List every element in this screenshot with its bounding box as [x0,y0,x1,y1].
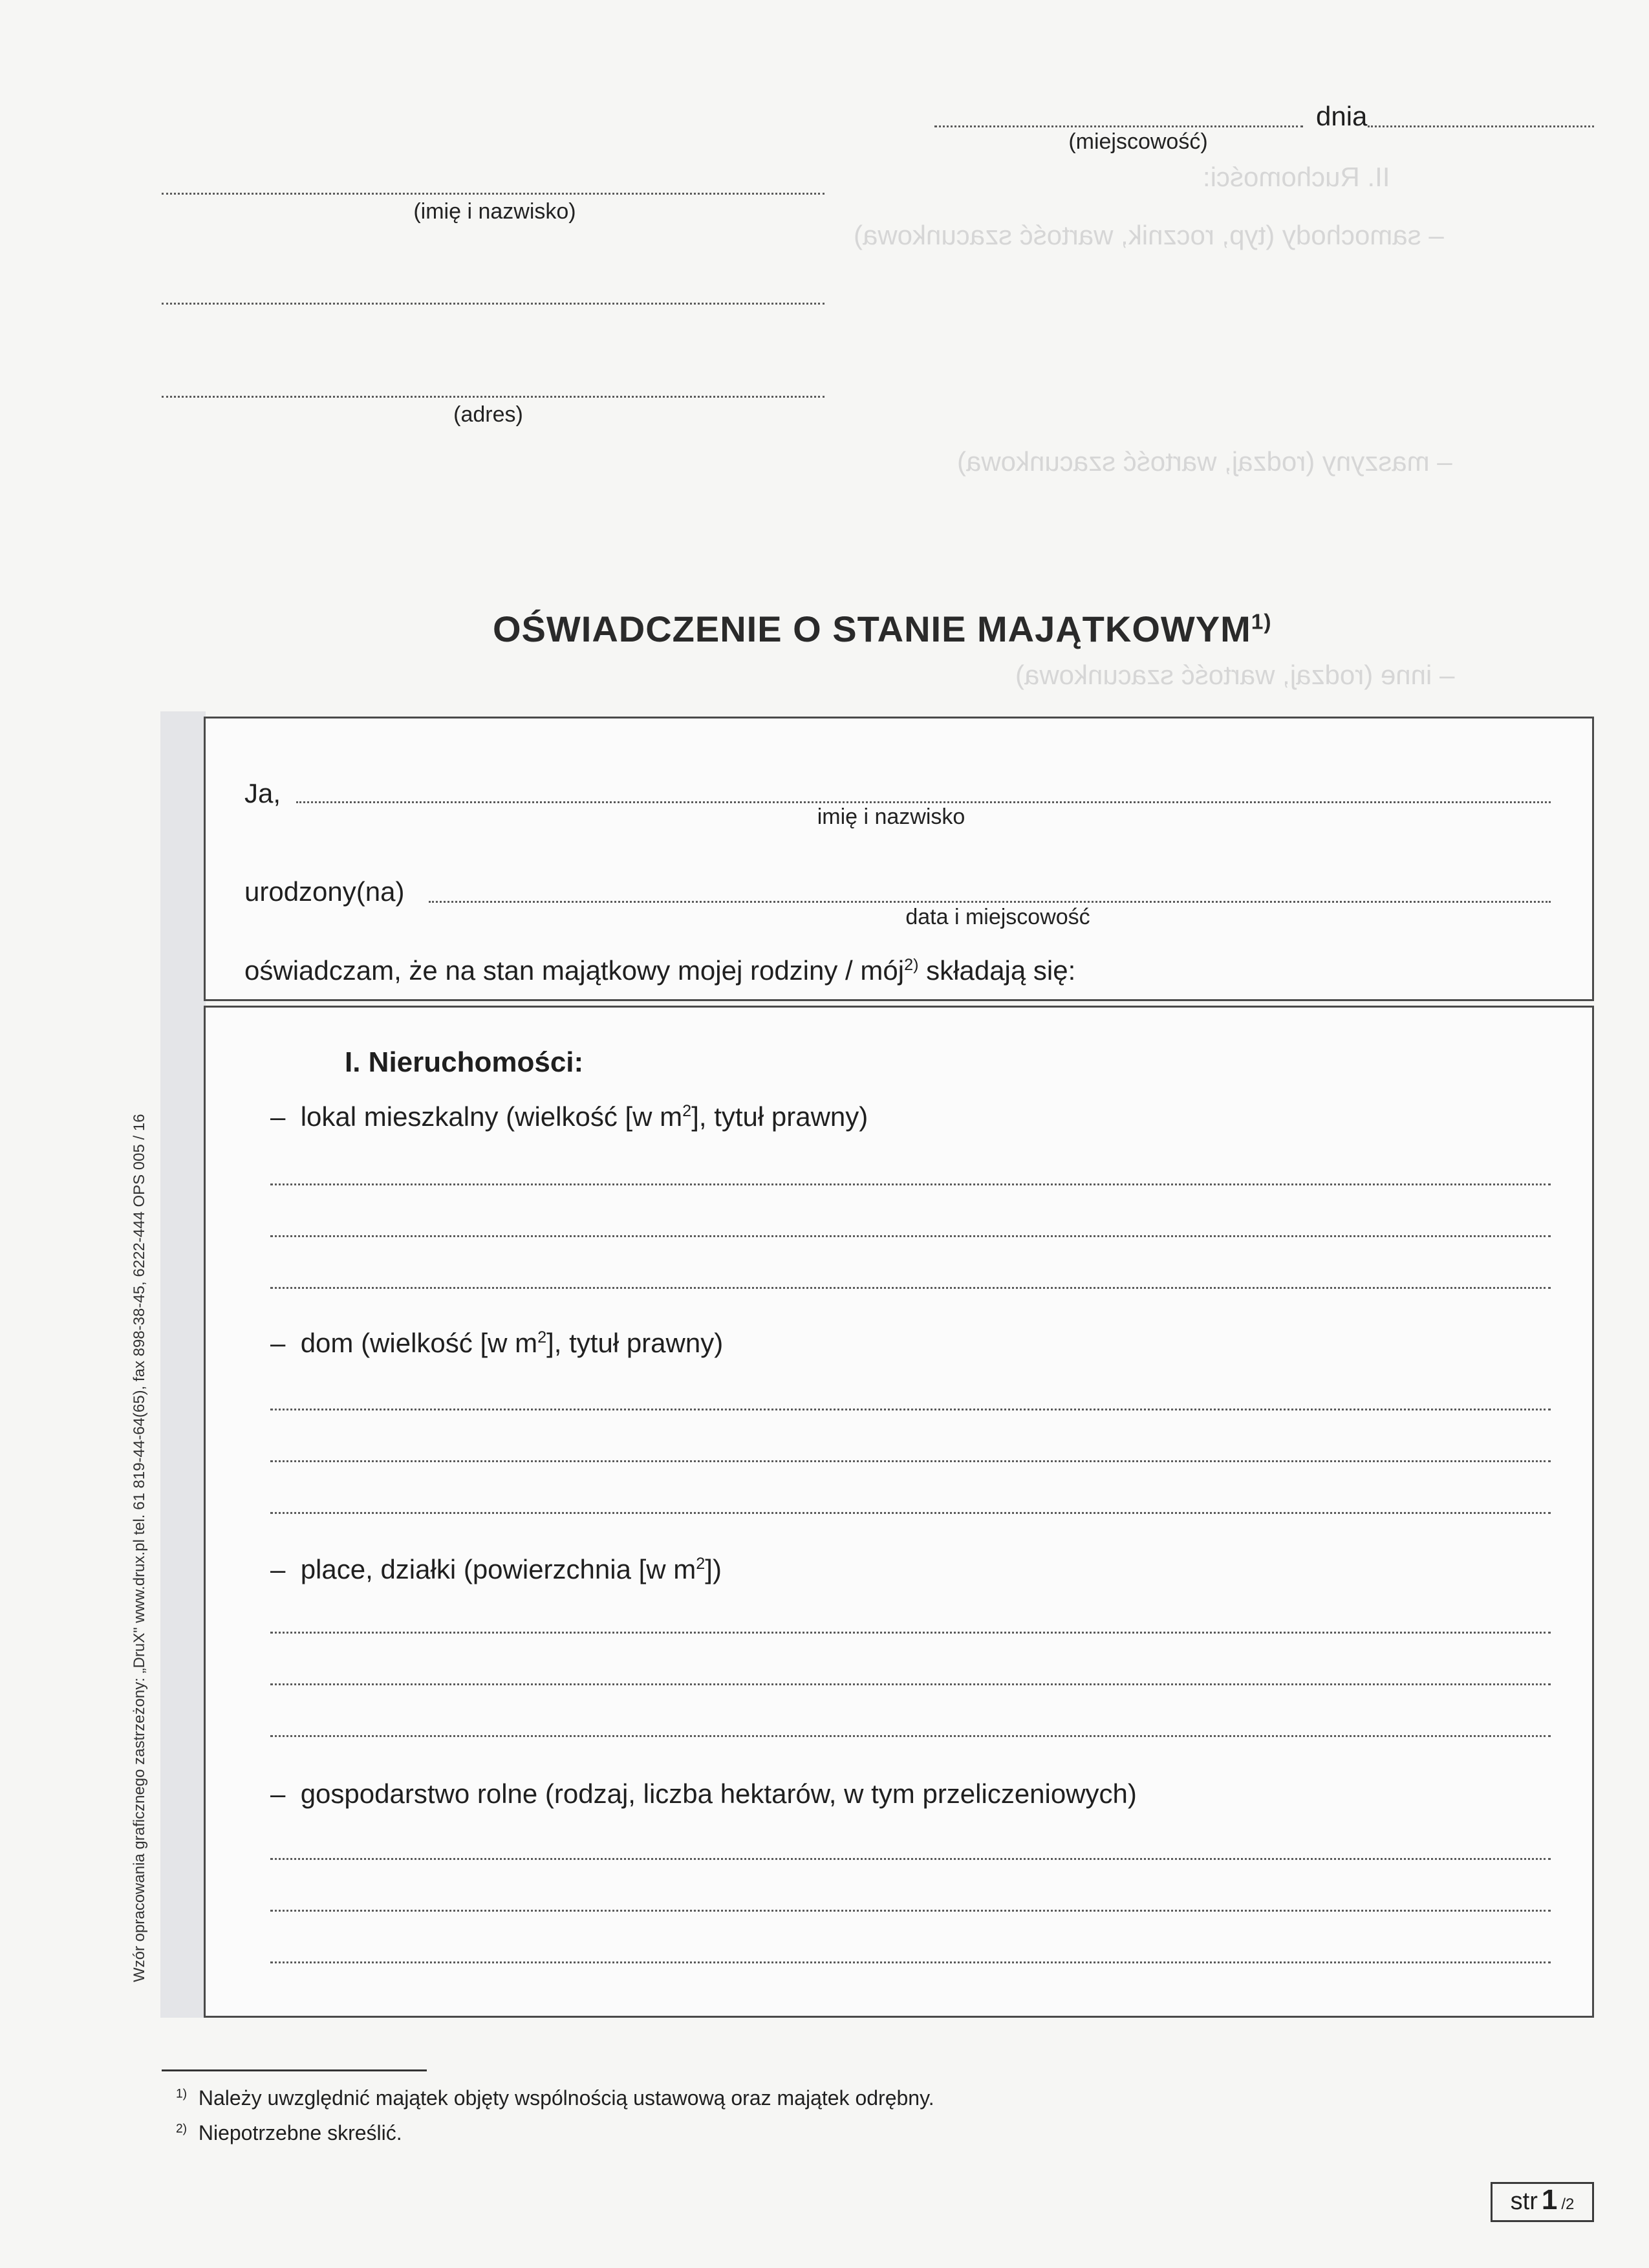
item-flat-label: lokal mieszkalny (wielkość [w m [300,1101,683,1132]
house-line-1[interactable] [270,1409,1551,1410]
bleed-through-text: – maszyny (rodzaj, wartość szacunkowa) [957,446,1452,477]
house-line-2[interactable] [270,1460,1551,1462]
intro-box [204,717,1594,1001]
footnote-separator [162,2069,427,2071]
farm-line-3[interactable] [270,1961,1551,1963]
address-line-1[interactable] [162,303,824,305]
section-heading: I. Nieruchomości: [345,1046,584,1078]
item-plots [270,1554,722,1585]
title-footnote-ref: 1) [1251,610,1272,634]
farm-line-1[interactable] [270,1858,1551,1860]
farm-line-2[interactable] [270,1910,1551,1912]
item-farm-label: gospodarstwo rolne (rodzaj, liczba hektarów, w tym przeliczeniowych) [300,1778,1137,1809]
flat-line-2[interactable] [270,1235,1551,1237]
plots-line-1[interactable] [270,1632,1551,1634]
item-flat [270,1101,868,1132]
born-line[interactable] [429,901,1551,903]
flat-line-3[interactable] [270,1287,1551,1289]
plots-line-2[interactable] [270,1683,1551,1685]
superscript: 2 [682,1102,692,1120]
page-number: 1 [1541,2184,1558,2216]
item-house [270,1328,723,1359]
name-line[interactable] [162,193,824,195]
house-line-3[interactable] [270,1512,1551,1514]
item-house-label-end: ], tytuł prawny) [546,1328,724,1358]
page-title-text: OŚWIADCZENIE O STANIE MAJĄTKOWYM [493,609,1251,649]
date-line[interactable] [1368,125,1594,127]
name-caption: (imię i nazwisko) [413,199,576,224]
bleed-through-text: II. Ruchomości: [1203,162,1390,192]
ja-name-line[interactable] [296,801,1551,803]
born-label: urodzony(na) [244,876,405,907]
footnote-2 [176,2121,402,2145]
dash: – [270,1554,286,1584]
footnote-2-text: Niepotrzebne skreślić. [198,2121,402,2144]
page-number-box [1491,2182,1594,2222]
bleed-through-text: – inne (rodzaj, wartość szacunkowa) [1015,660,1455,690]
item-flat-label-end: ], tytuł prawny) [691,1101,868,1132]
bleed-through-text: – samochody (typ, rocznik, wartość szacunkowa) [854,220,1444,250]
plots-line-3[interactable] [270,1735,1551,1737]
page-title [493,608,1272,650]
footnote-1-ref: 1) [176,2087,188,2101]
footnote-1-text: Należy uwzględnić majątek objęty wspólnością ustawową oraz majątek odrębny. [198,2086,934,2110]
address-caption: (adres) [453,402,523,427]
footnote-2-ref: 2) [176,2122,188,2136]
dash: – [270,1328,286,1358]
declaration-part1: oświadczam, że na stan majątkowy mojej rodziny / mój [244,955,905,986]
item-plots-label: place, działki (powierzchnia [w m [300,1554,696,1584]
place-caption: (miejscowość) [1068,129,1208,154]
item-house-label: dom (wielkość [w m [300,1328,538,1358]
page-label: str [1510,2188,1538,2215]
declaration-sentence [244,955,1075,986]
born-caption: data i miejscowość [905,905,1090,929]
page-total: /2 [1561,2196,1575,2213]
address-line-2[interactable] [162,396,824,398]
flat-line-1[interactable] [270,1183,1551,1185]
place-line[interactable] [934,125,1303,127]
date-label: dnia [1316,101,1368,131]
real-estate-box [204,1006,1594,2018]
item-plots-label-end: ]) [705,1554,722,1584]
ja-caption: imię i nazwisko [817,805,965,829]
dash: – [270,1778,286,1809]
footnote-1 [176,2086,934,2110]
item-farm [270,1778,1137,1809]
declaration-part2: składają się: [926,955,1076,986]
declaration-footnote-ref: 2) [904,956,919,974]
publisher-side-text: Wzór opracowania graficznego zastrzeżony: „DruX" www.drux.pl tel. 61 819-44-64(65), fax 898-38-45, 6222-444 OPS 005 / 16 [131,1114,148,1982]
superscript: 2 [696,1555,706,1573]
side-strip [160,711,206,2018]
ja-label: Ja, [244,778,281,808]
superscript: 2 [537,1328,547,1346]
dash: – [270,1101,286,1132]
